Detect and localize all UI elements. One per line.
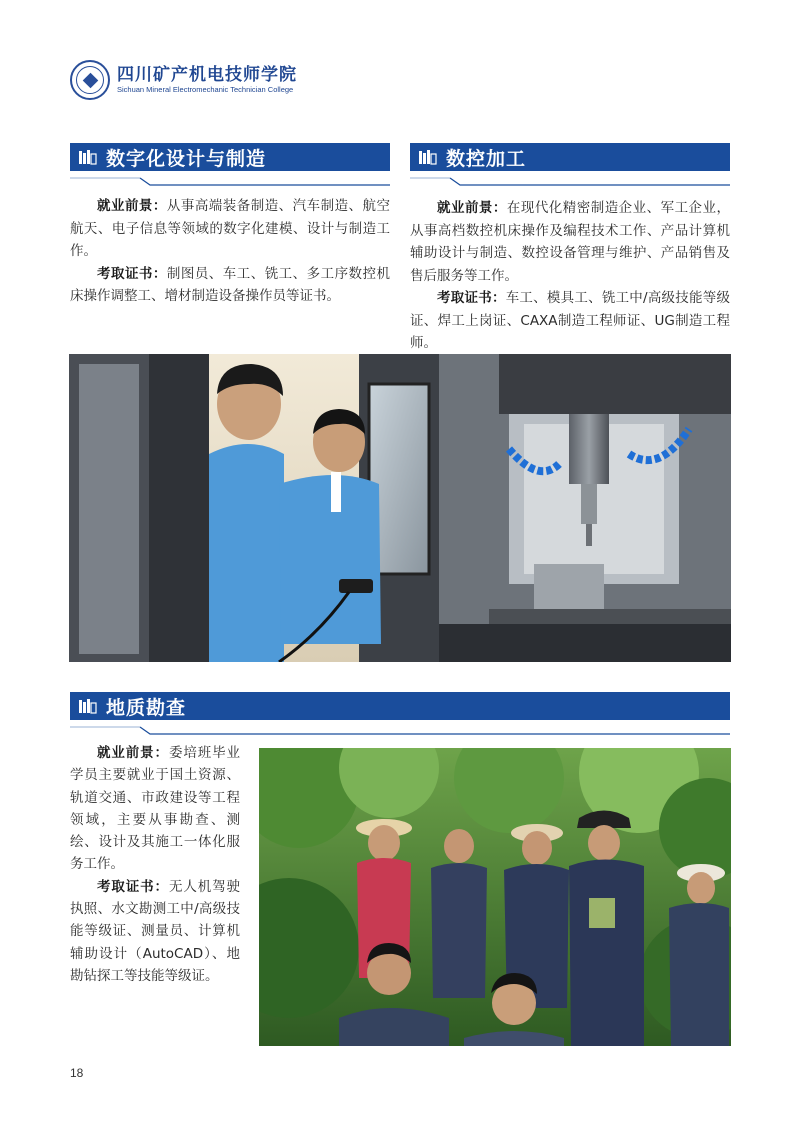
- employment-label: 就业前景：: [437, 200, 507, 216]
- section-underline: [70, 721, 730, 735]
- employment-text: 委培班毕业学员主要就业于国土资源、轨道交通、市政建设等工程领域，主要从事勘查、测绘、设计及其施工一体化服务工作。: [70, 745, 241, 873]
- section-title: 数字化设计与制造: [106, 147, 267, 170]
- certificate-text: 车工、模具工、铣工中/高级技能等级证、焊工上岗证、CAXA制造工程师证、UG制造工程师。: [410, 290, 730, 351]
- employment-text: 从事高端装备制造、汽车制造、航空航天、电子信息等领域的数字化建模、设计与制造工作。: [70, 198, 390, 259]
- cnc-workshop-photo: [69, 354, 731, 662]
- section-header-geology: [70, 692, 730, 720]
- section-underline: [70, 172, 390, 186]
- employment-label: 就业前景：: [97, 745, 169, 761]
- page-number: 18: [70, 1066, 84, 1080]
- cnc-description: [410, 197, 730, 355]
- books-icon: [418, 149, 438, 165]
- section-underline: [410, 172, 730, 186]
- books-icon: [78, 149, 98, 165]
- section-title: 数控加工: [446, 147, 527, 170]
- employment-label: 就业前景：: [97, 198, 167, 214]
- college-seal-icon: [70, 60, 110, 100]
- geology-description: [70, 742, 240, 987]
- certificate-text: 无人机驾驶执照、水文勘测工中/高级技能等级证、测量员、计算机辅助设计（AutoCAD）、地勘钻探工等技能等级证。: [70, 878, 241, 984]
- certificate-label: 考取证书：: [97, 878, 169, 895]
- digital-design-description: [70, 195, 390, 308]
- section-title: 地质勘查: [106, 696, 187, 719]
- books-icon: [78, 698, 98, 714]
- section-header-cnc: [410, 143, 730, 171]
- college-name-cn: 四川矿产机电技师学院: [117, 65, 297, 85]
- section-header-digital-design: [70, 143, 390, 171]
- field-survey-photo: [259, 748, 731, 1046]
- certificate-text: 制图员、车工、铣工、多工序数控机床操作调整工、增材制造设备操作员等证书。: [70, 265, 390, 304]
- college-name-en: Sichuan Mineral Electromechanic Technician College: [117, 85, 294, 94]
- certificate-label: 考取证书：: [437, 290, 506, 306]
- employment-text: 在现代化精密制造企业、军工企业，从事高档数控机床操作及编程技术工作、产品计算机辅助设计与制造、数控设备管理与维护、产品销售及售后服务等工作。: [410, 200, 730, 284]
- certificate-label: 考取证书：: [97, 265, 167, 282]
- college-logo: [70, 58, 300, 102]
